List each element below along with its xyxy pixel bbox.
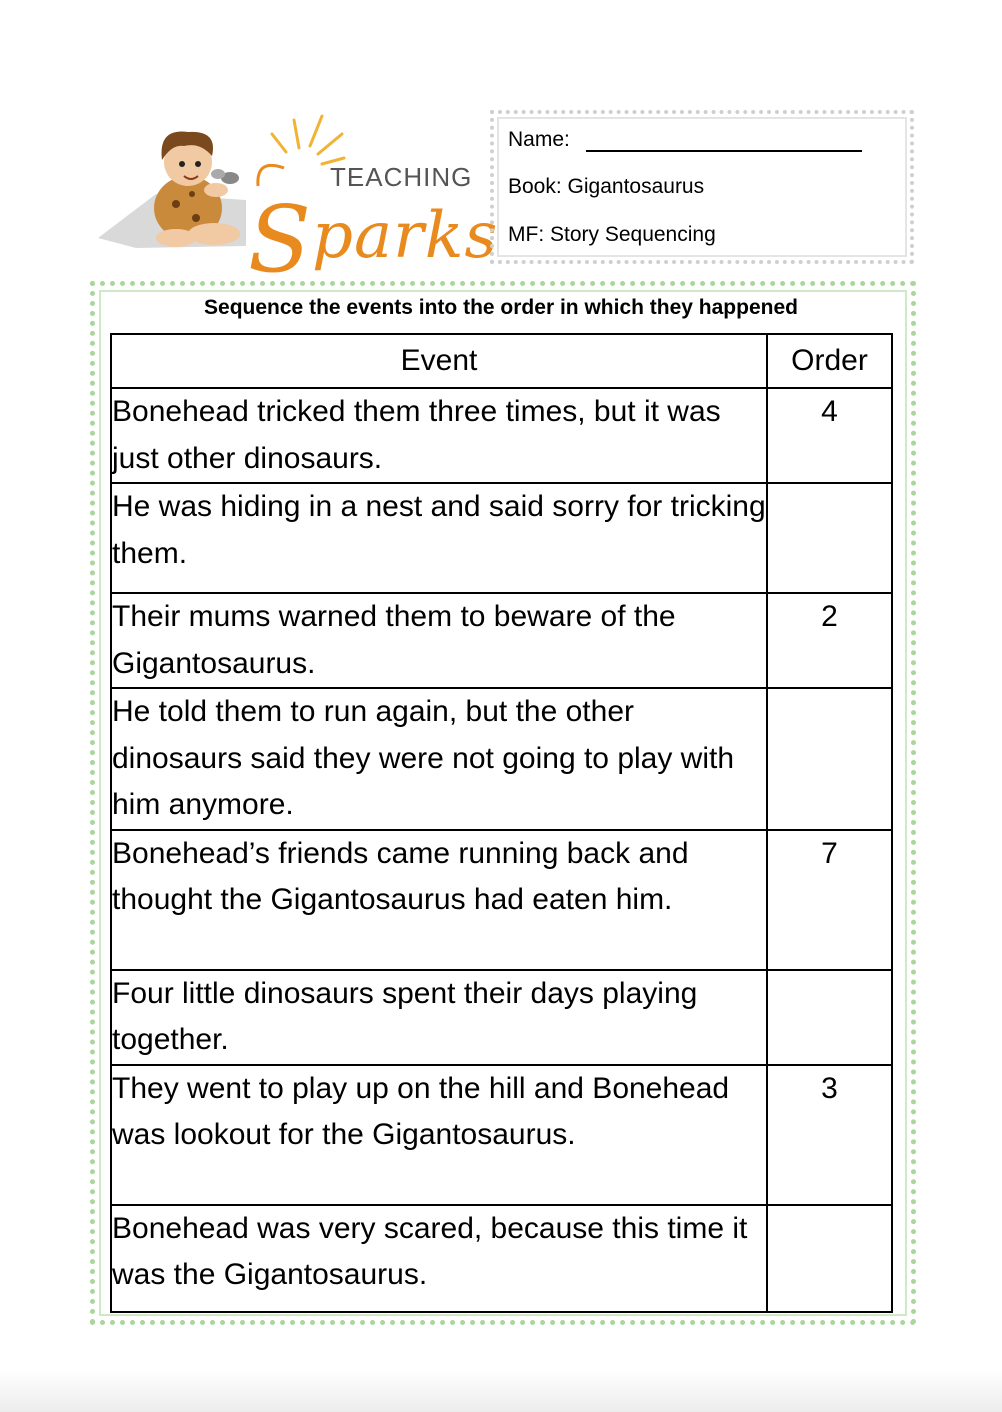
order-cell[interactable] — [767, 970, 892, 1065]
order-cell[interactable] — [767, 1205, 892, 1312]
event-cell: He was hiding in a nest and said sorry for tricking them. — [111, 483, 767, 593]
table-header-row — [111, 334, 892, 388]
order-cell[interactable] — [767, 688, 892, 830]
event-cell: Their mums warned them to beware of the Gigantosaurus. — [111, 593, 767, 688]
sequence-table — [110, 333, 893, 1313]
table-row — [111, 388, 892, 483]
mf-label: MF: Story Sequencing — [508, 223, 716, 246]
event-cell: Four little dinosaurs spent their days playing together. — [111, 970, 767, 1065]
event-cell: He told them to run again, but the other dinosaurs said they were not going to play with him anymore. — [111, 688, 767, 830]
table-row — [111, 1205, 892, 1312]
order-cell[interactable] — [767, 483, 892, 593]
table-row — [111, 830, 892, 970]
order-cell[interactable]: 3 — [767, 1065, 892, 1205]
order-cell[interactable]: 4 — [767, 388, 892, 483]
logo-sparks-text: Sparks — [248, 186, 499, 293]
event-column-header: Event — [111, 334, 767, 388]
logo-teaching-text: TEACHING — [330, 162, 473, 192]
event-cell: Bonehead’s friends came running back and thought the Gigantosaurus had eaten him. — [111, 830, 767, 970]
name-blank-line[interactable] — [586, 150, 862, 152]
event-cell: Bonehead tricked them three times, but it was just other dinosaurs. — [111, 388, 767, 483]
table-row — [111, 483, 892, 593]
order-cell[interactable]: 2 — [767, 593, 892, 688]
table-row — [111, 970, 892, 1065]
table-row — [111, 688, 892, 830]
order-column-header: Order — [767, 334, 892, 388]
name-label: Name: — [508, 128, 570, 151]
table-row — [111, 1065, 892, 1205]
student-info-box — [490, 110, 914, 264]
table-row — [111, 593, 892, 688]
event-cell: They went to play up on the hill and Bonehead was lookout for the Gigantosaurus. — [111, 1065, 767, 1205]
event-cell: Bonehead was very scared, because this time it was the Gigantosaurus. — [111, 1205, 767, 1312]
order-cell[interactable]: 7 — [767, 830, 892, 970]
book-title: Book: Gigantosaurus — [508, 175, 705, 198]
instruction-heading: Sequence the events into the order in which they happened — [204, 296, 798, 319]
teaching-sparks-logo — [96, 108, 499, 293]
page-bottom-shadow — [0, 1370, 1002, 1412]
